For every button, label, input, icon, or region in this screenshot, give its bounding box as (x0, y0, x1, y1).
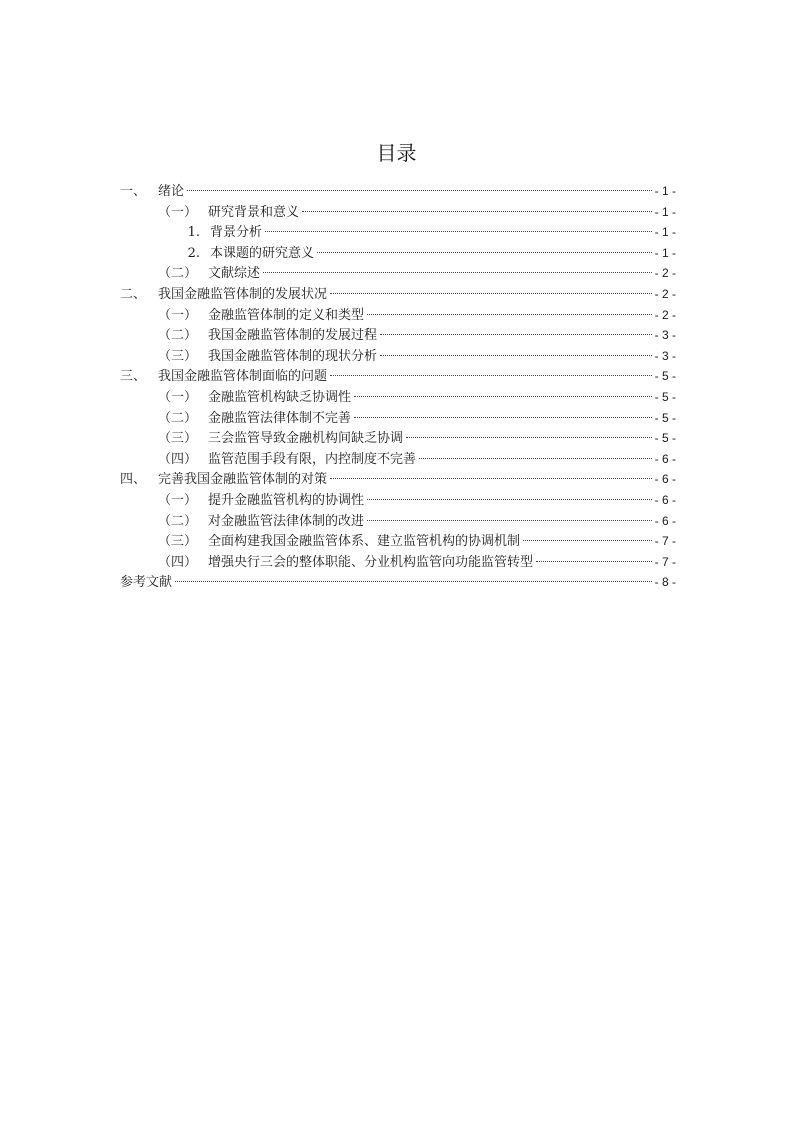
toc-entry-label: 文献综述 (208, 266, 261, 282)
toc-entry-page: - 3 - (654, 348, 676, 363)
toc-entry-3-2[interactable] (120, 408, 676, 429)
toc-entry-label: 参考文献 (120, 575, 173, 591)
toc-entry-3-1[interactable] (120, 387, 676, 408)
toc-entry-number: （二） (158, 328, 198, 344)
toc-entry-page: - 3 - (654, 328, 676, 343)
dot-leader (380, 334, 652, 335)
toc-entry-ch3[interactable] (120, 366, 676, 387)
toc-entry-number: （一） (158, 492, 198, 508)
toc-entry-number: 1. (187, 225, 200, 241)
table-of-contents (120, 181, 676, 593)
toc-entry-ch1[interactable] (120, 181, 676, 202)
toc-entry-page: - 1 - (654, 245, 676, 260)
toc-entry-number: 二、 (120, 286, 147, 302)
toc-entry-label: 本课题的研究意义 (210, 245, 315, 261)
toc-entry-number: （二） (158, 410, 198, 426)
toc-entry-label: 增强央行三会的整体职能、分业机构监管向功能监管转型 (208, 554, 534, 570)
toc-entry-page: - 7 - (654, 534, 676, 549)
dot-leader (354, 396, 652, 397)
toc-entry-4-3[interactable] (120, 531, 676, 552)
toc-entry-4-2[interactable] (120, 511, 676, 532)
toc-entry-ch4[interactable] (120, 469, 676, 490)
toc-entry-1-2[interactable] (120, 263, 676, 284)
toc-entry-number: 2. (187, 245, 200, 261)
toc-entry-label: 我国金融监管体制的发展过程 (208, 328, 378, 344)
dot-leader (263, 272, 652, 273)
toc-entry-number: 三、 (120, 369, 147, 385)
toc-entry-4-1[interactable] (120, 490, 676, 511)
toc-entry-page: - 1 - (654, 225, 676, 240)
toc-entry-page: - 6 - (654, 451, 676, 466)
dot-leader (330, 478, 652, 479)
toc-entry-ch2[interactable] (120, 284, 676, 305)
toc-entry-2-2[interactable] (120, 325, 676, 346)
toc-entry-number: 一、 (120, 184, 147, 199)
toc-entry-page: - 6 - (654, 472, 676, 487)
toc-entry-page: - 5 - (654, 369, 676, 384)
toc-entry-label: 金融监管机构缺乏协调性 (208, 389, 352, 405)
toc-entry-label: 我国金融监管体制的发展状况 (158, 286, 328, 302)
toc-entry-references[interactable] (120, 572, 676, 593)
toc-entry-1-1-2[interactable] (120, 243, 676, 264)
toc-entry-number: （一） (158, 204, 198, 220)
toc-entry-page: - 1 - (654, 204, 676, 219)
toc-entry-1-1[interactable] (120, 202, 676, 223)
toc-entry-page: - 5 - (654, 410, 676, 425)
toc-entry-label: 三会监管导致金融机构间缺乏协调 (208, 431, 404, 447)
dot-leader (354, 417, 652, 418)
dot-leader (536, 561, 652, 562)
toc-entry-page: - 1 - (654, 184, 676, 198)
dot-leader (330, 375, 652, 376)
toc-entry-number: （二） (158, 266, 198, 282)
toc-entry-label: 金融监管法律体制不完善 (208, 410, 352, 426)
toc-entry-label: 研究背景和意义 (208, 204, 300, 220)
dot-leader (175, 581, 652, 582)
toc-entry-number: （四） (158, 554, 198, 570)
dot-leader (317, 252, 652, 253)
dot-leader (302, 211, 652, 212)
toc-entry-number: （三） (158, 348, 198, 364)
dot-leader (265, 231, 652, 232)
toc-entry-label: 我国金融监管体制面临的问题 (158, 369, 328, 385)
toc-entry-label: 完善我国金融监管体制的对策 (158, 472, 328, 488)
toc-entry-number: （三） (158, 431, 198, 447)
toc-entry-page: - 6 - (654, 513, 676, 528)
dot-leader (367, 520, 652, 521)
toc-entry-number: （一） (158, 389, 198, 405)
toc-entry-page: - 2 - (654, 286, 676, 301)
dot-leader (406, 437, 652, 438)
dot-leader (367, 499, 652, 500)
toc-entry-label: 提升金融监管机构的协调性 (208, 492, 365, 508)
toc-entry-page: - 8 - (654, 575, 676, 590)
dot-leader (367, 314, 652, 315)
toc-entry-page: - 7 - (654, 554, 676, 569)
toc-entry-page: - 2 - (654, 266, 676, 281)
toc-entry-number: （一） (158, 307, 198, 323)
dot-leader (187, 190, 652, 191)
toc-entry-label: 绪论 (158, 184, 185, 199)
toc-entry-label: 对金融监管法律体制的改进 (208, 513, 365, 529)
toc-entry-page: - 6 - (654, 492, 676, 507)
toc-entry-label: 我国金融监管体制的现状分析 (208, 348, 378, 364)
toc-entry-page: - 5 - (654, 389, 676, 404)
toc-entry-2-1[interactable] (120, 305, 676, 326)
toc-entry-3-4[interactable] (120, 449, 676, 470)
toc-entry-label: 金融监管体制的定义和类型 (208, 307, 365, 323)
toc-entry-label: 全面构建我国金融监管体系、建立监管机构的协调机制 (208, 534, 521, 550)
dot-leader (330, 293, 652, 294)
toc-entry-2-3[interactable] (120, 346, 676, 367)
toc-entry-1-1-1[interactable] (120, 222, 676, 243)
toc-entry-label: 背景分析 (210, 225, 263, 241)
toc-entry-number: （四） (158, 451, 198, 467)
toc-entry-page: - 2 - (654, 307, 676, 322)
dot-leader (380, 355, 652, 356)
dot-leader (523, 540, 652, 541)
toc-entry-4-4[interactable] (120, 552, 676, 573)
toc-title: 目录 (376, 141, 417, 165)
toc-entry-label: 监管范围手段有限，内控制度不完善 (208, 451, 417, 467)
dot-leader (419, 458, 652, 459)
toc-entry-3-3[interactable] (120, 428, 676, 449)
toc-entry-page: - 5 - (654, 431, 676, 446)
toc-entry-number: （二） (158, 513, 198, 529)
toc-entry-number: 四、 (120, 472, 147, 488)
toc-entry-number: （三） (158, 534, 198, 550)
